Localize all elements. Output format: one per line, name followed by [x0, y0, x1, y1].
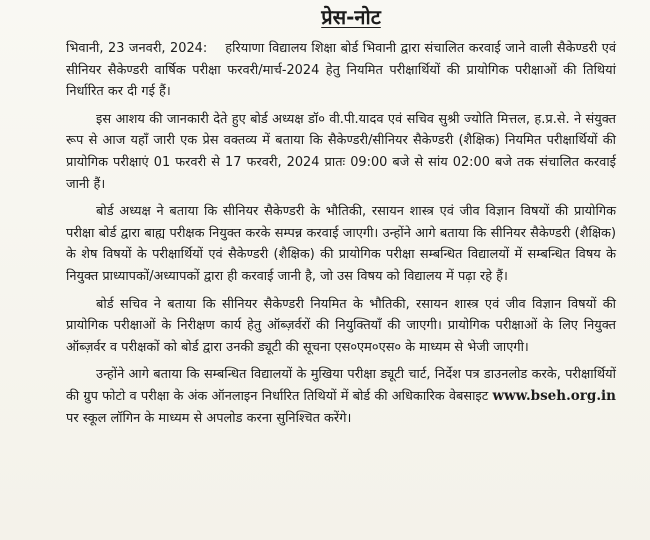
- paragraph-5-text-before: उन्होंने आगे बताया कि सम्बन्धित विद्यालयों के मुखिया परीक्षा ड्यूटी चार्ट, निर्देश पत्र डाउनलोड करके, परीक्षार्थियों की ग्रुप फोटो व परीक्षा के अंक ऑनलाइन निर्धारित तिथियों में बोर्ड की अधिकारिक वेबसाइट: [66, 367, 616, 404]
- paragraph-1: [66, 38, 616, 103]
- bleed-through-mark: [626, 228, 650, 288]
- website-url: www.bseh.org.in: [492, 387, 616, 404]
- dateline: भिवानी, 23 जनवरी, 2024:: [66, 41, 208, 56]
- paragraph-4-text: बोर्ड सचिव ने बताया कि सीनियर सैकेण्डरी नियमित के भौतिकी, रसायन शास्त्र एवं जीव विज्ञान विषयों की प्रायोगिक परीक्षाओं के निरीक्षण कार्य हेतु ऑब्ज़र्वरों की नियुक्तियाँ की जाएगी। प्रायोगिक परीक्षाओं के लिए नियुक्त ऑब्ज़र्वर व परीक्षकों को बोर्ड द्वारा उनकी ड्यूटी की सूचना एस०एम०एस० के माध्यम से भेजी जाएगी।: [66, 296, 616, 355]
- paragraph-4: [66, 294, 616, 359]
- page-title: प्रेस-नोट: [321, 5, 381, 29]
- paragraph-2-text: इस आशय की जानकारी देते हुए बोर्ड अध्यक्ष डॉ० वी.पी.यादव एवं सचिव सुश्री ज्योति मित्तल, ह.प्र.से. ने संयुक्त रूप से आज यहाँ जारी एक प्रेस वक्तव्य में बताया कि सैकेण्डरी/सीनियर सैकेण्डरी (शैक्षिक) नियमित परीक्षार्थियों की प्रायोगिक परीक्षाएं 01 फरवरी से 17 फरवरी, 2024 प्रातः 09:00 बजे से सांय 02:00 बजे तक संचालित करवाई जानी हैं।: [66, 111, 616, 192]
- paragraph-2: [66, 109, 616, 195]
- paragraph-5: [66, 364, 616, 429]
- paragraph-3: [66, 201, 616, 287]
- paragraph-1-text: हरियाणा विद्यालय शिक्षा बोर्ड भिवानी द्वारा संचालित करवाई जाने वाली सैकेण्डरी एवं सीनियर सैकेण्डरी वार्षिक परीक्षा फरवरी/मार्च-2024 हेतु नियमित परीक्षार्थियों की प्रायोगिक परीक्षाओं की तिथियां निर्धारित कर दी गई हैं।: [66, 41, 616, 100]
- paragraph-5-text-after: पर स्कूल लॉगिन के माध्यम से अपलोड करना सुनिश्चित करेंगे।: [66, 410, 352, 426]
- paragraph-3-text: बोर्ड अध्यक्ष ने बताया कि सीनियर सैकेण्डरी के भौतिकी, रसायन शास्त्र एवं जीव विज्ञान विषयों की प्रायोगिक परीक्षा बोर्ड द्वारा बाह्य परीक्षक नियुक्त करके सम्पन्न करवाई जाएगी। उन्होंने आगे बताया कि सीनियर सैकेण्डरी (शैक्षिक) के शेष विषयों के परीक्षार्थियों एवं सैकेण्डरी (शैक्षिक) की प्रायोगिक परीक्षा सम्बन्धित विद्यालयों में सम्बन्धित विषय के नियुक्त प्राध्यापकों/अध्यापकों द्वारा ही करवाई जानी है, जो उस विषय को विद्यालय में पढ़ा रहे हैं।: [66, 204, 616, 284]
